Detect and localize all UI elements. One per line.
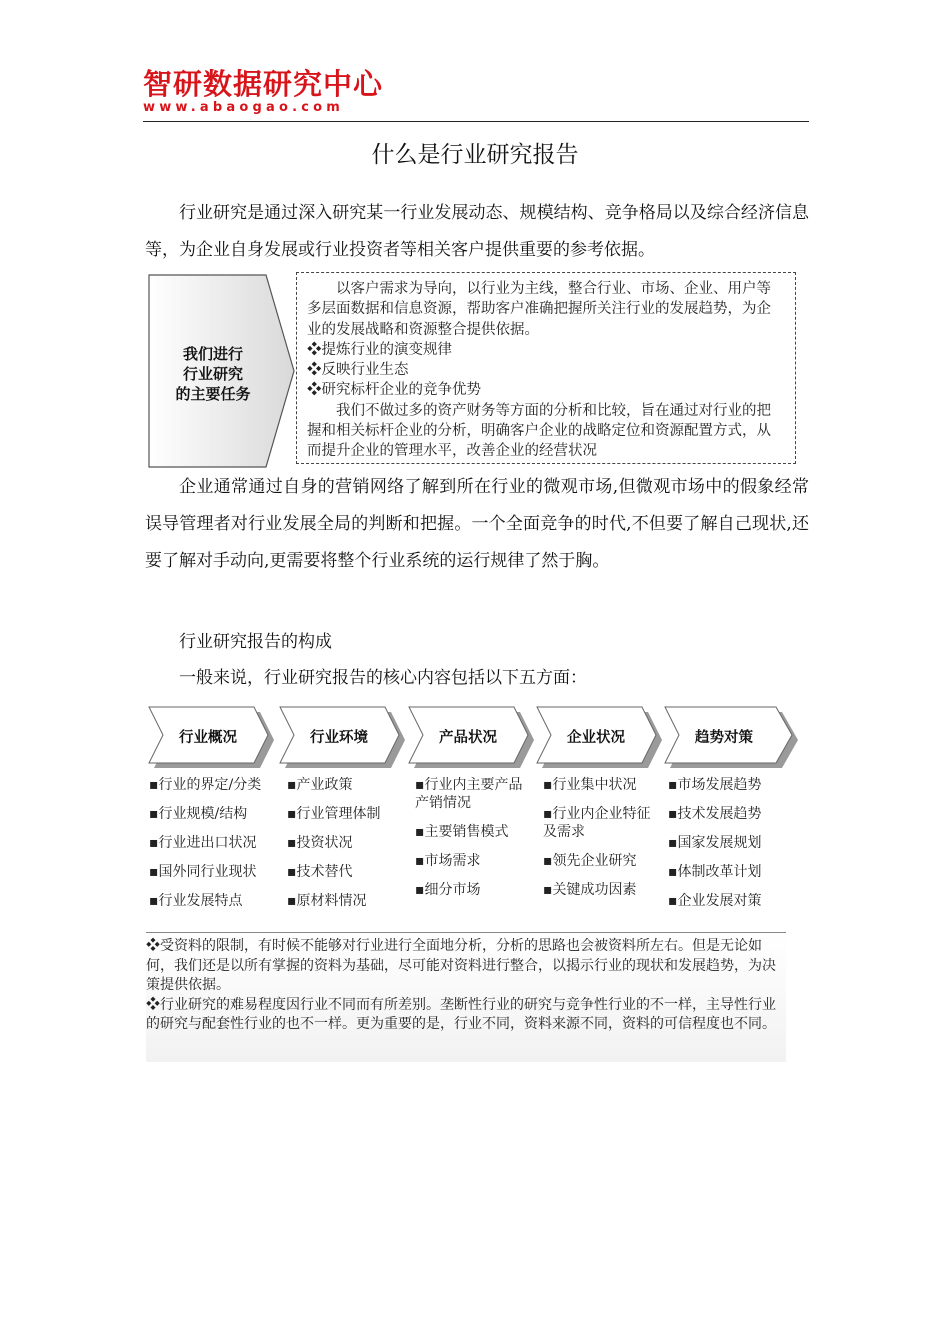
list-item: ▪行业内主要产品产销情况 <box>415 777 523 811</box>
task-outro-text: 我们不做过多的资产财务等方面的分析和比较，旨在通过对行业的把握和相关标杆企业的分析，明确客户企业的战略定位和资源配置方式，从而提升企业的管理水平，改善企业的经营状况 <box>307 402 771 460</box>
task-bullet: ❖反映行业生态 <box>307 362 409 379</box>
notes-box <box>146 932 786 1062</box>
component-list-products <box>415 776 527 910</box>
list-item: ▪国外同行业现状 <box>149 864 257 880</box>
list-item: ▪市场发展趋势 <box>668 777 762 793</box>
task-diagram-label: 我们进行 行业研究 的主要任务 <box>175 345 251 403</box>
list-item: ▪产业政策 <box>287 777 353 793</box>
list-item: ▪行业内企业特征及需求 <box>543 806 651 840</box>
list-item: ▪投资状况 <box>287 835 353 851</box>
list-item: ▪技术替代 <box>287 864 353 880</box>
task-bullet: ❖研究标杆企业的竞争优势 <box>307 382 481 399</box>
micro-market-paragraph: 企业通常通过自身的营销网络了解到所在行业的微观市场,但微观市场中的假象经常误导管理者对行业发展全局的判断和把握。一个全面竞争的时代,不但要了解自己现状,还要了解对手动向,更需要将整个行业系统的运行规律了然于胸。 <box>145 477 809 571</box>
intro-paragraph: 行业研究是通过深入研究某一行业发展动态、规模结构、竞争格局以及综合经济信息等，为企业自身发展或行业投资者等相关客户提供重要的参考依据。 <box>145 203 809 260</box>
list-item: ▪行业规模/结构 <box>149 806 248 822</box>
list-item: ▪原材料情况 <box>287 893 367 909</box>
component-list-trends <box>668 776 796 921</box>
list-item: ▪体制改革计划 <box>668 864 762 880</box>
logo-website: www.abaogao.com <box>143 100 345 115</box>
task-intro-text: 以客户需求为导向，以行业为主线，整合行业、市场、企业、用户等多层面数据和信息资源，帮助客户准确把握所关注行业的发展趋势，为企业的发展战略和资源整合提供依据。 <box>307 281 771 338</box>
list-item: ▪行业进出口状况 <box>149 835 257 851</box>
component-list-enterprises <box>543 776 655 910</box>
list-item: ▪领先企业研究 <box>543 853 637 869</box>
note-item: ❖行业研究的难易程度因行业不同而有所差别。垄断性行业的研究与竞争性行业的不一样，主导性行业的研究与配套性行业的也不一样。更为重要的是，行业不同，资料来源不同，资料的可信程度也不同。 <box>146 996 776 1032</box>
list-item: ▪技术发展趋势 <box>668 806 762 822</box>
task-diagram-text-box <box>296 272 796 464</box>
list-item: ▪行业管理体制 <box>287 806 381 822</box>
list-item: ▪主要销售模式 <box>415 824 509 840</box>
list-item: ▪行业发展特点 <box>149 893 243 909</box>
task-diagram-label-box <box>148 274 298 468</box>
list-item: ▪国家发展规划 <box>668 835 762 851</box>
task-bullet: ❖提炼行业的演变规律 <box>307 341 452 358</box>
list-item: ▪行业集中状况 <box>543 777 637 793</box>
list-item: ▪关键成功因素 <box>543 882 637 898</box>
list-item: ▪细分市场 <box>415 882 481 898</box>
header-divider <box>143 121 809 122</box>
brand-logo <box>143 68 383 115</box>
component-list-environment <box>287 776 405 921</box>
list-item: ▪行业的界定/分类 <box>149 777 262 793</box>
logo-chinese-name: 智研数据研究中心 <box>143 67 384 101</box>
note-item: ❖受资料的限制，有时候不能够对行业进行全面地分析，分析的思路也会被资料所左右。但是无论如何，我们还是以所有掌握的资料为基础，尽可能对资料进行整合，以揭示行业的现状和发展趋势，为决策提供依据。 <box>146 938 776 993</box>
list-item: ▪市场需求 <box>415 853 481 869</box>
list-item: ▪企业发展对策 <box>668 893 762 909</box>
composition-intro: 一般来说，行业研究报告的核心内容包括以下五方面： <box>179 668 587 688</box>
composition-heading: 行业研究报告的构成 <box>179 632 332 652</box>
page-title: 什么是行业研究报告 <box>371 142 579 168</box>
component-list-overview <box>149 776 283 921</box>
